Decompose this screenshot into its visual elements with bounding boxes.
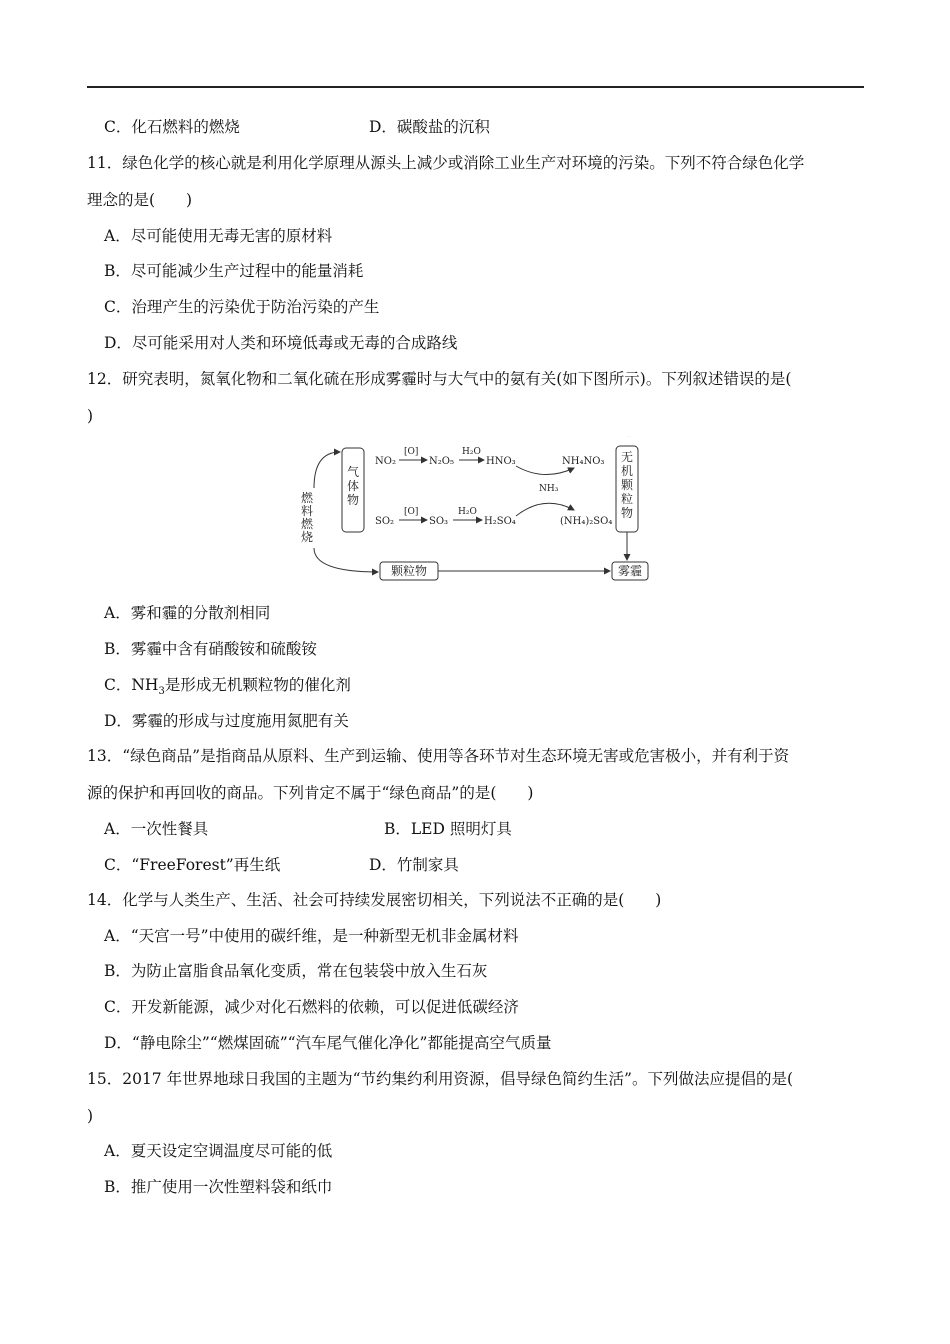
svg-text:体: 体 <box>346 479 360 493</box>
row1-hno3: HNO₃ <box>486 456 516 467</box>
q13-option-c: C．“FreeForest”再生纸 <box>104 856 281 874</box>
nh3-label: NH₃ <box>539 484 559 494</box>
q15-option-a: A．夏天设定空调温度尽可能的低 <box>104 1142 333 1160</box>
svg-text:颗: 颗 <box>620 478 634 492</box>
row2-so2: SO₂ <box>375 516 395 527</box>
q12-option-d: D．雾霾的形成与过度施用氮肥有关 <box>104 712 349 730</box>
svg-text:物: 物 <box>620 506 634 520</box>
svg-text:燃: 燃 <box>300 517 314 531</box>
q12-stem-line2: ) <box>87 407 94 425</box>
nh3-arrow-upper <box>516 466 574 475</box>
svg-text:物: 物 <box>346 493 360 507</box>
q11-option-a: A．尽可能使用无毒无害的原材料 <box>104 227 333 245</box>
q14-option-a: A．“天宫一号”中使用的碳纤维，是一种新型无机非金属材料 <box>104 927 519 945</box>
q12-stem-line1: 12．研究表明，氮氧化物和二氧化硫在形成雾霾时与大气中的氨有关(如下图所示)。下列叙述错误的是( <box>87 370 792 388</box>
q13-option-d: D．竹制家具 <box>369 856 459 874</box>
q12-option-c: C．$NH_3$是形成无机颗粒物的催化剂 <box>104 676 351 698</box>
q14-stem: 14．化学与人类生产、生活、社会可持续发展密切相关，下列说法不正确的是( ) <box>87 891 662 909</box>
q13-option-b: B．LED 照明灯具 <box>384 820 512 838</box>
gas-box-text: 气体物 <box>353 436 356 437</box>
svg-text:料: 料 <box>300 504 314 518</box>
q11-option-c: C．治理产生的污染优于防治污染的产生 <box>104 298 380 316</box>
row2-o-label: [O] <box>404 507 419 517</box>
q11-option-d: D．尽可能采用对人类和环境低毒或无毒的合成路线 <box>104 334 458 352</box>
fuel-burn-label <box>301 490 314 544</box>
svg-text:无: 无 <box>620 450 634 464</box>
q14-option-b: B．为防止富脂食品氧化变质，常在包装袋中放入生石灰 <box>104 962 488 980</box>
haze-box-label: 雾霾 <box>617 564 643 578</box>
particle-box-label: 颗粒物 <box>390 564 428 578</box>
row2-nh4-2so4: (NH₄)₂SO₄ <box>560 516 613 527</box>
svg-text:气: 气 <box>346 465 360 479</box>
burn-to-gas-arrow <box>314 452 340 488</box>
inorganic-box-text: 无机颗粒物 <box>627 436 632 437</box>
row1-n2o5: N₂O₅ <box>429 456 454 467</box>
header-rule <box>87 86 864 88</box>
nh3-arrow-lower <box>516 503 574 516</box>
q15-stem-line2: ) <box>87 1107 94 1125</box>
row2-h2so4: H₂SO₄ <box>484 516 516 527</box>
q13-stem-line2: 源的保护和再回收的商品。下列肯定不属于“绿色商品”的是( ) <box>87 784 534 802</box>
q11-stem-line2: 理念的是( ) <box>87 191 193 209</box>
svg-text:粒: 粒 <box>620 492 634 506</box>
q12-option-b: B．雾霾中含有硝酸铵和硫酸铵 <box>104 640 317 658</box>
q11-option-b: B．尽可能减少生产过程中的能量消耗 <box>104 262 364 280</box>
inorganic-particle-label <box>621 450 634 520</box>
q15-stem-line1: 15．2017 年世界地球日我国的主题为“节约集约利用资源，倡导绿色简约生活”。下列做法应提倡的是( <box>87 1070 793 1088</box>
row2-so3: SO₃ <box>429 516 449 527</box>
q10-option-c: C．化石燃料的燃烧 <box>104 118 240 136</box>
svg-text:机: 机 <box>620 464 634 478</box>
q13-stem-line1: 13．“绿色商品”是指商品从原料、生产到运输、使用等各环节对生态环境无害或危害极小，并有利于资 <box>87 747 790 765</box>
q11-stem-line1: 11．绿色化学的核心就是利用化学原理从源头上减少或消除工业生产对环境的污染。下列不符合绿色化学 <box>87 154 805 172</box>
burn-to-particle-arrow <box>314 548 378 572</box>
q15-option-b: B．推广使用一次性塑料袋和纸巾 <box>104 1178 333 1196</box>
svg-text:烧: 烧 <box>300 530 314 544</box>
q10-option-d: D．碳酸盐的沉积 <box>369 118 490 136</box>
q12-option-a: A．雾和霾的分散剂相同 <box>104 604 271 622</box>
q13-option-a: A．一次性餐具 <box>104 820 209 838</box>
gas-box-label <box>347 464 359 507</box>
haze-formation-diagram <box>298 436 654 586</box>
row1-no2: NO₂ <box>375 456 396 467</box>
svg-text:燃: 燃 <box>300 491 314 505</box>
q14-option-d: D．“静电除尘”“燃煤固硫”“汽车尾气催化净化”都能提高空气质量 <box>104 1034 552 1052</box>
row2-h2o-label: H₂O <box>458 507 477 517</box>
row1-o-label: [O] <box>404 447 419 457</box>
row1-h2o-label: H₂O <box>462 447 481 457</box>
q14-option-c: C．开发新能源，减少对化石燃料的依赖，可以促进低碳经济 <box>104 998 519 1016</box>
row1-nh4no3: NH₄NO₃ <box>562 456 605 467</box>
